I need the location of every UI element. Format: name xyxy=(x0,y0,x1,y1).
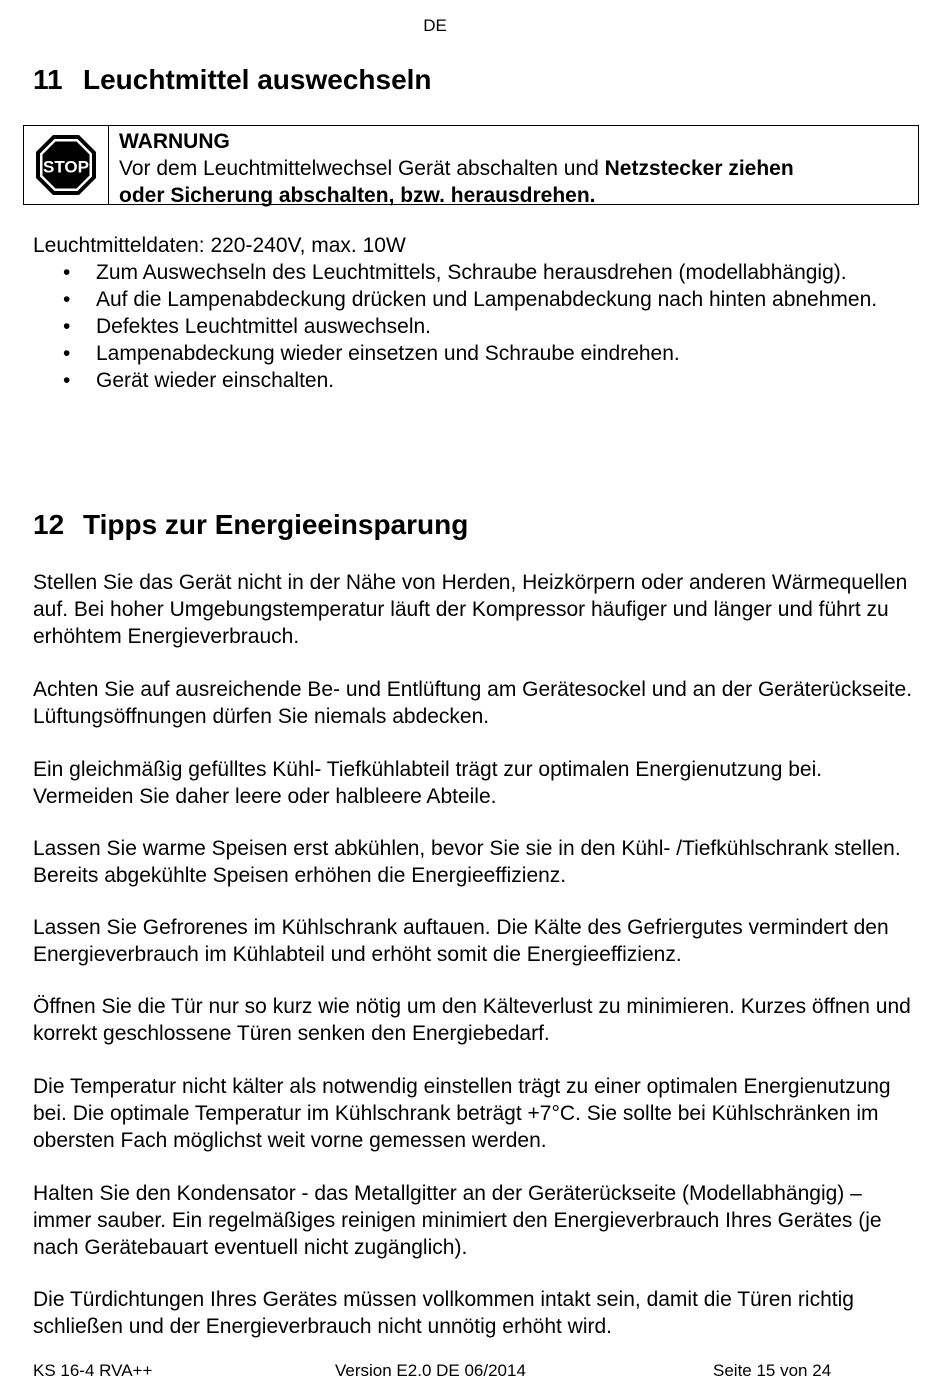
footer-version: Version E2.0 DE 06/2014 xyxy=(335,1361,526,1380)
warning-message-bold-1: Netzstecker ziehen xyxy=(604,157,794,180)
paragraph: Die Temperatur nicht kälter als notwendig einstellen trägt zu einer optimalen Energienutzung bei. Die optimale Temperatur im Kühlschrank beträgt +7°C. Sie sollte bei Kühlschränken im obersten Fach möglichst weit vorne gemessen werden. xyxy=(33,1075,891,1152)
stop-sign-icon xyxy=(35,134,97,196)
lamp-data: Leuchtmitteldaten: 220-240V, max. 10W xyxy=(33,234,406,257)
step-text: Defektes Leuchtmittel auswechseln. xyxy=(96,315,432,338)
paragraph: Lassen Sie Gefrorenes im Kühlschrank auftauen. Die Kälte des Gefriergutes vermindert den Energieverbrauch im Kühlabteil und erhöht somit die Energieeffizienz. xyxy=(33,916,889,966)
paragraph: Ein gleichmäßig gefülltes Kühl- Tiefkühlabteil trägt zur optimalen Energienutzung bei. Vermeiden Sie daher leere oder halbleere Abteile. xyxy=(33,758,823,808)
bullet-icon: • xyxy=(63,288,71,311)
step-text: Lampenabdeckung wieder einsetzen und Schraube eindrehen. xyxy=(96,342,680,365)
bullet-icon: • xyxy=(63,261,71,284)
svg-text:STOP: STOP xyxy=(43,157,89,177)
warning-title: WARNUNG xyxy=(119,130,230,153)
bullet-icon: • xyxy=(63,342,71,365)
warning-icon-cell xyxy=(24,126,109,204)
warning-message-line-2 xyxy=(119,182,794,209)
paragraph: Halten Sie den Kondensator - das Metallgitter an der Geräterückseite (Modellabhängig) – immer sauber. Ein regelmäßiges reinigen minimiert den Energieverbrauch Ihres Gerätes (je nach Gerätebauart eventuell nicht zugänglich). xyxy=(33,1182,882,1259)
list-item xyxy=(33,367,893,394)
paragraph: Achten Sie auf ausreichende Be- und Entlüftung am Gerätesockel und an der Geräterückseite. Lüftungsöffnungen dürfen Sie niemals abdecken. xyxy=(33,678,913,728)
section-12-number: 12 xyxy=(33,509,65,540)
list-item xyxy=(33,313,893,340)
section-11-heading xyxy=(33,64,432,96)
bullet-icon: • xyxy=(63,315,71,338)
warning-message xyxy=(119,155,794,182)
footer-model: KS 16-4 RVA++ xyxy=(33,1361,153,1380)
bullet-icon: • xyxy=(63,369,71,392)
warning-message-plain: Vor dem Leuchtmittelwechsel Gerät abschalten und xyxy=(119,157,605,180)
footer-page-number: Seite 15 von 24 xyxy=(713,1361,832,1380)
list-item xyxy=(33,286,893,313)
paragraph: Lassen Sie warme Speisen erst abkühlen, bevor Sie sie in den Kühl- /Tiefkühlschrank stellen. Bereits abgekühlte Speisen erhöhen die Energieeffizienz. xyxy=(33,837,901,887)
list-item xyxy=(33,259,893,286)
section-11-title: Leuchtmittel auswechseln xyxy=(83,64,432,95)
section-11-number: 11 xyxy=(33,64,63,95)
paragraph: Öffnen Sie die Tür nur so kurz wie nötig um den Kälteverlust zu minimieren. Kurzes öffnen und korrekt geschlossene Türen senken den Energiebedarf. xyxy=(33,995,911,1045)
section-12-heading xyxy=(33,509,468,541)
paragraph: Stellen Sie das Gerät nicht in der Nähe von Herden, Heizkörpern oder anderen Wärmequellen auf. Bei hoher Umgebungstemperatur läuft der Kompressor häufiger und länger und führt zu erhöhtem Energieverbrauch. xyxy=(33,571,908,648)
warning-message-bold-2: oder Sicherung abschalten, bzw. herausdrehen. xyxy=(119,184,596,207)
warning-box xyxy=(23,125,919,205)
paragraph: Die Türdichtungen Ihres Gerätes müssen vollkommen intakt sein, damit die Türen richtig schließen und der Energieverbrauch nicht unnötig erhöht wird. xyxy=(33,1288,854,1338)
page-language-header: DE xyxy=(423,16,447,35)
replacement-steps-list xyxy=(33,259,893,394)
step-text: Gerät wieder einschalten. xyxy=(96,369,335,392)
step-text: Auf die Lampenabdeckung drücken und Lampenabdeckung nach hinten abnehmen. xyxy=(96,288,878,311)
step-text: Zum Auswechseln des Leuchtmittels, Schraube herausdrehen (modellabhängig). xyxy=(96,261,847,284)
warning-text xyxy=(109,126,804,207)
section-12-title: Tipps zur Energieeinsparung xyxy=(83,509,469,540)
list-item xyxy=(33,340,893,367)
